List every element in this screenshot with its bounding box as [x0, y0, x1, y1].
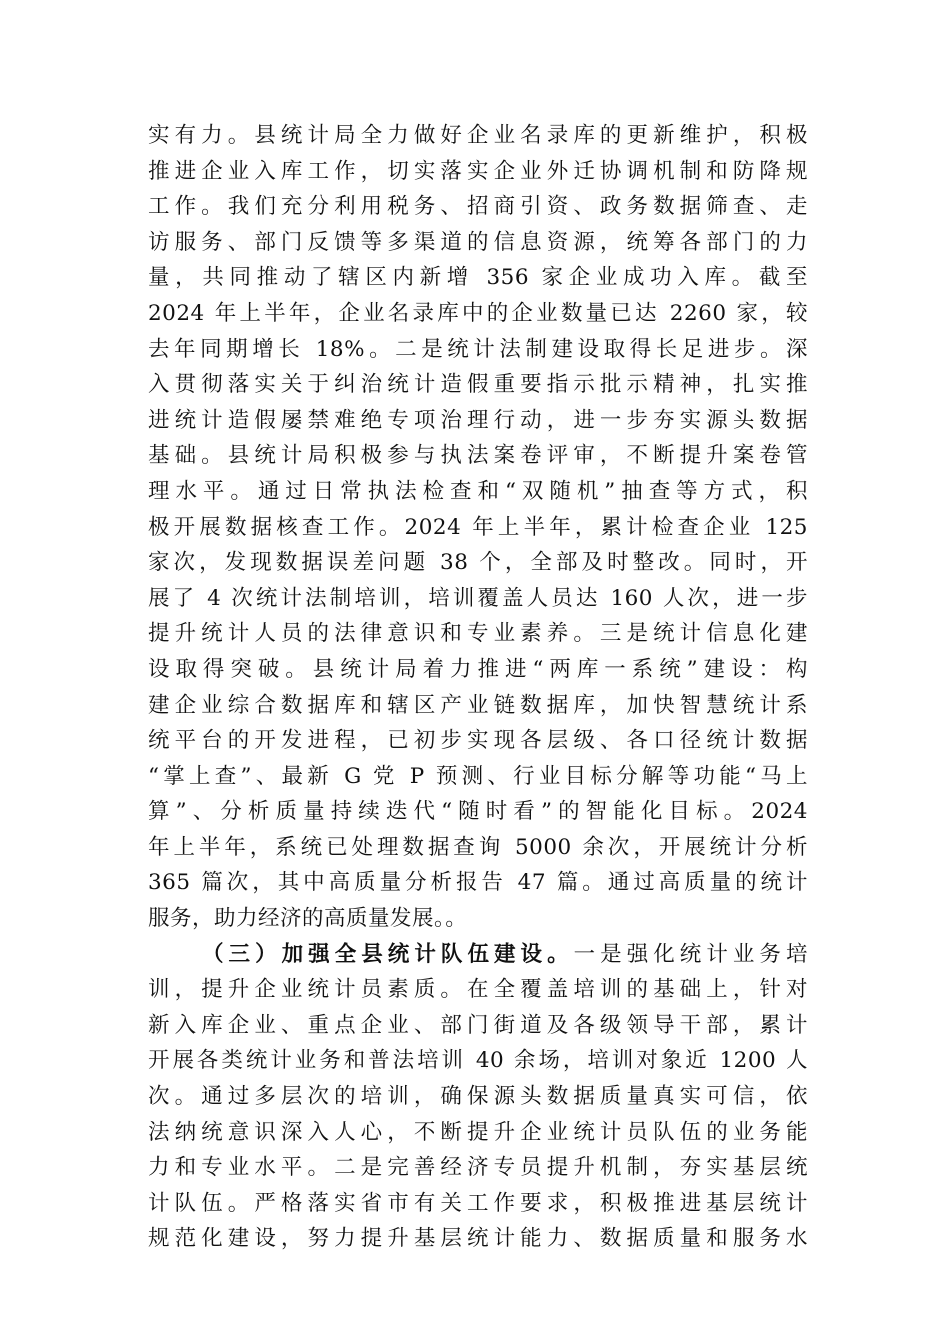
text-line: 力和专业水平。二是完善经济专员提升机制，夯实基层统 [148, 1155, 808, 1181]
text-line: 365 篇次，其中高质量分析报告 47 篇。通过高质量的统计 [148, 870, 808, 896]
text-line: 工作。我们充分利用税务、招商引资、政务数据筛查、走 [148, 194, 808, 220]
text-line: 设取得突破。县统计局着力推进“两库一系统”建设：构 [148, 656, 808, 682]
text-line: 次。通过多层次的培训，确保源头数据质量真实可信，依 [148, 1084, 808, 1110]
text-line: 基础。县统计局积极参与执法案卷评审，不断提升案卷管 [148, 443, 808, 469]
section-heading: （三）加强全县统计队伍建设。 [202, 941, 574, 967]
text-line: 推进企业入库工作，切实落实企业外迁协调机制和防降规 [148, 158, 808, 184]
text-line: 算”、分析质量持续迭代“随时看”的智能化目标。2024 [148, 799, 808, 825]
text-line: 极开展数据核查工作。2024 年上半年，累计检查企业 125 [148, 514, 808, 540]
text-line: 量，共同推动了辖区内新增 356 家企业成功入库。截至 [148, 265, 808, 291]
text-line: 入贯彻落实关于纠治统计造假重要指示批示精神，扎实推 [148, 372, 808, 398]
text-line: 提升统计人员的法律意识和专业素养。三是统计信息化建 [148, 621, 808, 647]
text-line: 2024 年上半年，企业名录库中的企业数量已达 2260 家，较 [148, 300, 808, 326]
text-line: 服务，助力经济的高质量发展。。 [148, 906, 468, 932]
text-line: 展了 4 次统计法制培训，培训覆盖人员达 160 人次，进一步 [148, 585, 808, 611]
text-line: 新入库企业、重点企业、部门街道及各级领导干部，累计 [148, 1012, 808, 1038]
text-line: 实有力。县统计局全力做好企业名录库的更新维护，积极 [148, 123, 808, 148]
text-line: 建企业综合数据库和辖区产业链数据库，加快智慧统计系 [148, 692, 808, 718]
text-line [148, 937, 808, 973]
text-line: 规范化建设，努力提升基层统计能力、数据质量和服务水 [148, 1226, 808, 1252]
text-line: 访服务、部门反馈等多渠道的信息资源，统筹各部门的力 [148, 229, 808, 255]
text-line: 去年同期增长 18%。二是统计法制建设取得长足进步。深 [148, 336, 808, 362]
text-line: 理水平。通过日常执法检查和“双随机”抽查等方式，积 [148, 478, 808, 504]
text-line: 统平台的开发进程，已初步实现各层级、各口径统计数据 [148, 728, 808, 754]
text-line: 开展各类统计业务和普法培训 40 余场，培训对象近 1200 人 [148, 1048, 808, 1074]
text-line: 年上半年，系统已处理数据查询 5000 余次，开展统计分析 [148, 834, 808, 860]
text-line: 法纳统意识深入人心，不断提升企业统计员队伍的业务能 [148, 1119, 808, 1145]
text-run: 一是强化统计业务培 [573, 941, 808, 967]
paragraph-2 [148, 937, 808, 1257]
document-body [148, 118, 808, 1257]
text-line: 计队伍。严格落实省市有关工作要求，积极推进基层统计 [148, 1190, 808, 1216]
text-line: 进统计造假屡禁难绝专项治理行动，进一步夯实源头数据 [148, 407, 808, 433]
paragraph-1 [148, 118, 808, 937]
text-line: “掌上查”、最新 G 党 P 预测、行业目标分解等功能“马上 [148, 763, 808, 789]
text-line: 家次，发现数据误差问题 38 个，全部及时整改。同时，开 [148, 550, 808, 576]
text-line: 训，提升企业统计员素质。在全覆盖培训的基础上，针对 [148, 977, 808, 1003]
